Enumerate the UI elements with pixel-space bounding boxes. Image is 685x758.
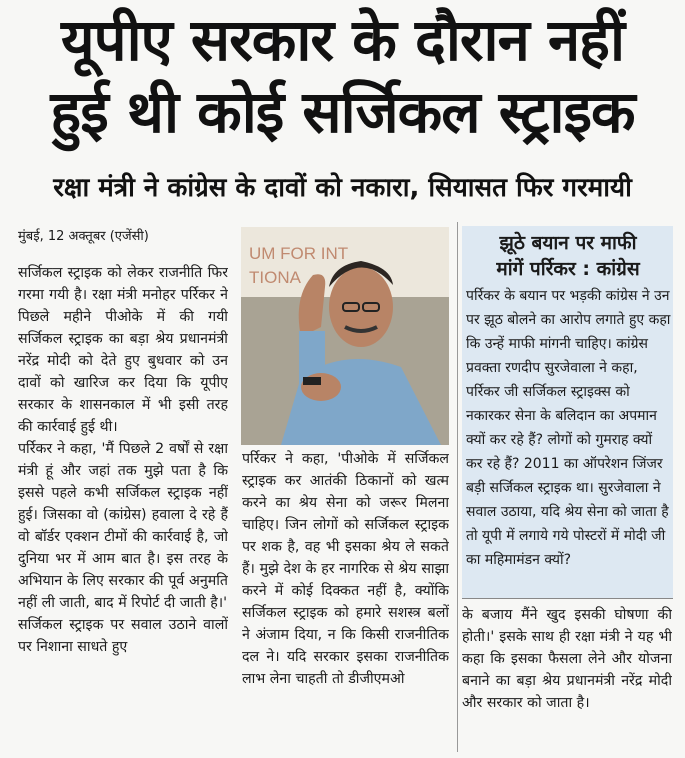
sidebar-title (468, 230, 668, 282)
paragraph: पर्रिकर ने कहा, 'पीओके में सर्जिकल स्ट्राइक कर आतंकी ठिकानों को खत्म करने का श्रेय सेना को जरूर मिलना चाहिए। जिन लोगों को सर्जिकल स्ट्राइक पर शक है, वह भी इसका श्रेय ले सकते हैं। मुझे देश के हर नागरिक से श्रेय साझा करने में कोई दिक्कत नहीं है, क्योंकि सर्जिकल स्ट्राइक को हमारे सशस्त्र बलों ने अंजाम दिया, न कि किसी राजनीतिक दल ने। यदि सरकार इसका राजनीतिक लाभ लेना चाहती तो डीजीएमओ (242, 451, 449, 687)
sidebar-box (462, 226, 673, 599)
paragraph: के बजाय मैंने खुद इसकी घोषणा की होती।' इसके साथ ही रक्षा मंत्री ने यह भी कहा कि इसका फैसला लेने और योजना बनाने का बड़ा श्रेय प्रधानमंत्री नरेंद्र मोदी और सरकार को जाता है। (462, 607, 672, 711)
article-column-2 (242, 448, 449, 756)
headline-line-1: यूपीए सरकार के दौरान नहीं (61, 6, 624, 74)
article-column-1 (18, 262, 228, 756)
paragraph: सर्जिकल स्ट्राइक पर सवाल उठाने वालों पर निशाना साधते हुए (18, 617, 228, 655)
article-photo (241, 227, 449, 445)
paragraph: पर्रिकर ने कहा, 'मैं पिछले 2 वर्षों से रक्षा मंत्री हूं और जहां तक मुझे पता है कि इससे पहले कभी सर्जिकल स्ट्राइक नहीं हुई। जिसका वो (कांग्रेस) हवाला दे रहे हैं वो बॉर्डर एक्शन टीमों की कार्रवाई है, जो दुनिया भर में आम बात है। इस तरह के अभियान के लिए सरकार की पूर्व अनुमति नहीं ली जाती, बाद में रिपोर्ट दी जाती है।' (18, 441, 228, 611)
column-divider (457, 222, 458, 752)
sidebar-title-line-1: झूठे बयान पर माफी (499, 232, 637, 254)
photo-banner-line-1: UM FOR INT (249, 244, 349, 263)
photo-banner-line-2: TIONA (249, 268, 301, 287)
sidebar-title-line-2: मांगें पर्रिकर : कांग्रेस (496, 258, 640, 280)
photo-illustration (241, 227, 449, 445)
headline (0, 4, 685, 148)
paragraph: सर्जिकल स्ट्राइक को लेकर राजनीति फिर गरमा गयी है। रक्षा मंत्री मनोहर पर्रिकर ने पिछले महीने पीओके में की गयी सर्जिकल स्ट्राइक का बड़ा श्रेय प्रधानमंत्री नरेंद्र मोदी को देते हुए बुधवार को उन दावों को खारिज कर दिया कि यूपीए सरकार के शासनकाल में भी इसी तरह की कार्रवाई हुई थी। (18, 265, 228, 435)
sidebar-body: पर्रिकर के बयान पर भड़की कांग्रेस ने उन पर झूठ बोलने का आरोप लगाते हुए कहा कि उन्हें माफी मांगनी चाहिए। कांग्रेस प्रवक्ता रणदीप सुरजेवाला ने कहा, पर्रिकर जी सर्जिकल स्ट्राइक्स को नकारकर सेना के बलिदान का अपमान क्यों कर रहे हैं? लोगों को गुमराह क्यों कर रहे हैं? 2011 का ऑपरेशन जिंजर बड़ी सर्जिकल स्ट्राइक था। सुरजेवाला ने सवाल उठाया, यदि श्रेय सेना को जाता है तो यूपी में लगाये गये पोस्टरों में मोदी जी का महिमामंडन क्यों? (466, 288, 671, 568)
article-column-3 (462, 604, 672, 754)
subheadline: रक्षा मंत्री ने कांग्रेस के दावों को नकारा, सियासत फिर गरमायी (53, 173, 632, 203)
dateline: मुंबई, 12 अक्तूबर (एजेंसी) (18, 229, 149, 244)
headline-line-2: हुई थी कोई सर्जिकल स्ट्राइक (50, 78, 635, 146)
